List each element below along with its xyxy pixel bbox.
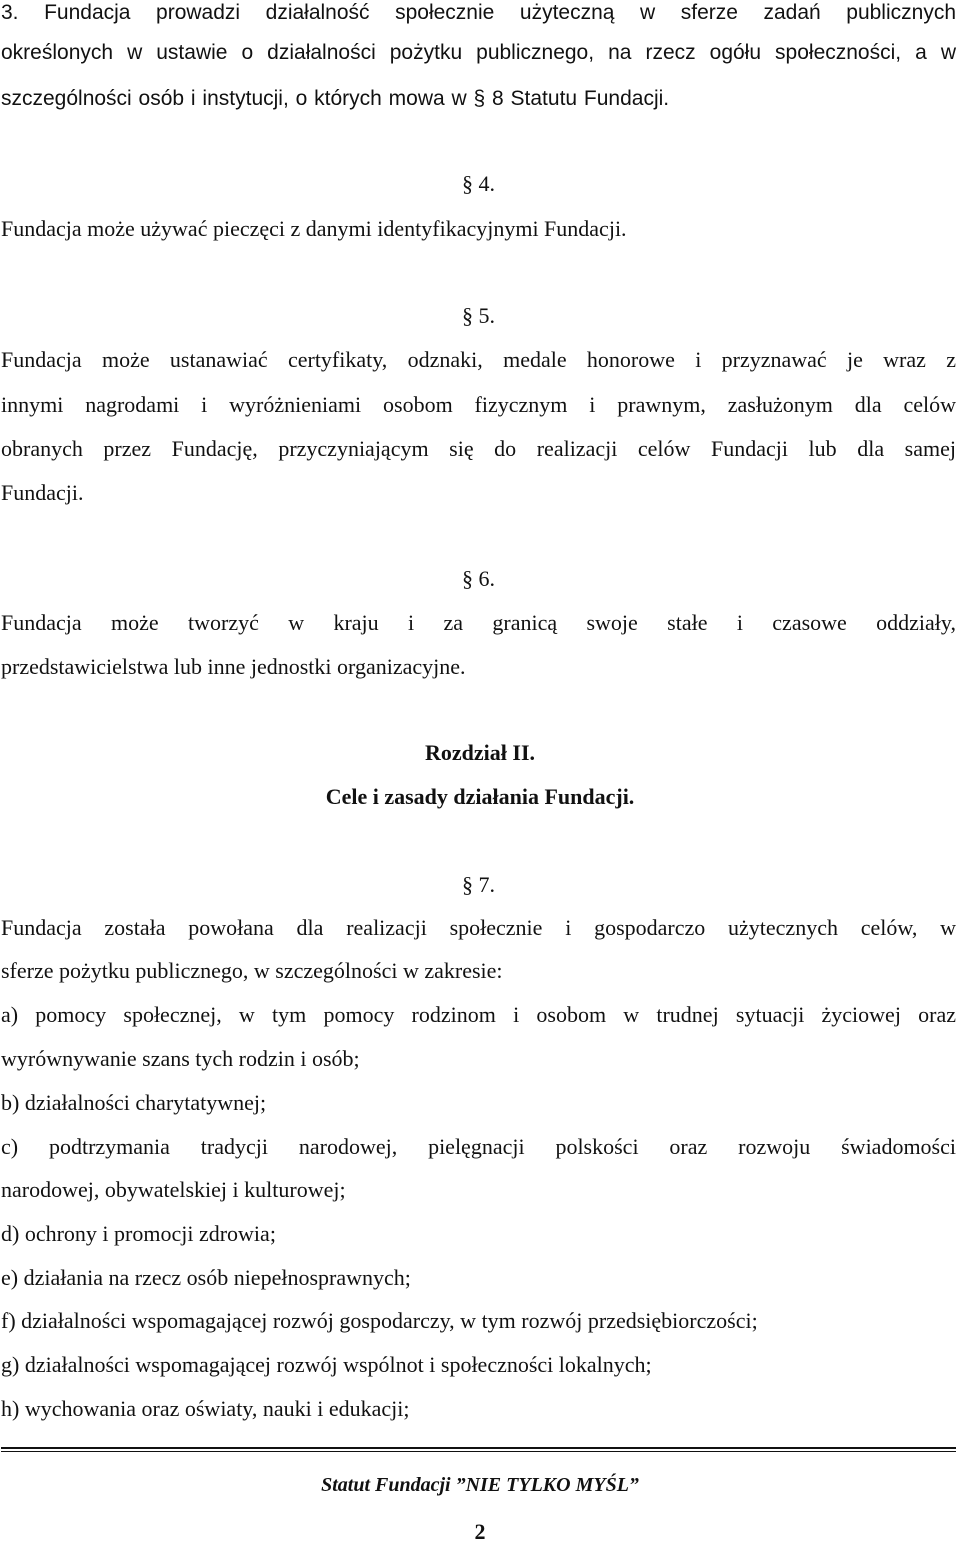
section-6-heading: § 6.: [462, 566, 495, 591]
section-4-heading: § 4.: [462, 171, 495, 196]
chapter-title: Cele i zasady działania Fundacji.: [325, 784, 635, 809]
section-4-text: Fundacja może używać pieczęci z danymi identyfikacyjnymi Fundacji.: [1, 216, 627, 241]
section-7-heading: § 7.: [462, 872, 495, 897]
footer-rule: [1, 1447, 956, 1449]
list-item-a-line-1: a) pomocy społecznej, w tym pomocy rodzinom i osobom w trudnej sytuacji życiowej oraz: [1, 1002, 956, 1027]
list-item-c-line-2: narodowej, obywatelskiej i kulturowej;: [1, 1177, 346, 1202]
list-item-c-line-1: c) podtrzymania tradycji narodowej, pielęgnacji polskości oraz rozwoju świadomości: [1, 1134, 956, 1159]
paragraph-3-line-1: 3. Fundacja prowadzi działalność społecznie użyteczną w sferze zadań publicznych: [1, 1, 956, 24]
chapter-number: Rozdział II.: [425, 740, 535, 765]
section-6-line-2: przedstawicielstwa lub inne jednostki organizacyjne.: [1, 654, 466, 679]
list-item-f: f) działalności wspomagającej rozwój gospodarczy, w tym rozwój przedsiębiorczości;: [1, 1308, 758, 1333]
section-7-intro-line-1: Fundacja została powołana dla realizacji społecznie i gospodarczo użytecznych celów, w: [1, 915, 956, 940]
list-item-h: h) wychowania oraz oświaty, nauki i edukacji;: [1, 1396, 410, 1421]
section-5-line-1: Fundacja może ustanawiać certyfikaty, odznaki, medale honorowe i przyznawać je wraz z: [1, 347, 956, 372]
paragraph-3-line-3: szczególności osób i instytucji, o których mowa w § 8 Statutu Fundacji.: [1, 87, 670, 110]
list-item-g: g) działalności wspomagającej rozwój wspólnot i społeczności lokalnych;: [1, 1352, 652, 1377]
paragraph-3-line-2: określonych w ustawie o działalności pożytku publicznego, na rzecz ogółu społeczności, a w: [1, 41, 956, 64]
list-item-d: d) ochrony i promocji zdrowia;: [1, 1221, 276, 1246]
section-5-heading: § 5.: [462, 303, 495, 328]
section-6-line-1: Fundacja może tworzyć w kraju i za granicą swoje stałe i czasowe oddziały,: [1, 610, 956, 635]
list-item-b: b) działalności charytatywnej;: [1, 1090, 267, 1115]
section-5-line-4: Fundacji.: [1, 480, 84, 505]
footer-rule-thin: [1, 1451, 956, 1452]
footer-title: Statut Fundacji ”NIE TYLKO MYŚL”: [321, 1474, 639, 1496]
list-item-e: e) działania na rzecz osób niepełnosprawnych;: [1, 1265, 411, 1290]
list-item-a-line-2: wyrównywanie szans tych rodzin i osób;: [1, 1046, 360, 1071]
section-5-line-3: obranych przez Fundację, przyczyniającym się do realizacji celów Fundacji lub dla samej: [1, 436, 956, 461]
section-5-line-2: innymi nagrodami i wyróżnieniami osobom fizycznym i prawnym, zasłużonym dla celów: [1, 392, 956, 417]
section-7-intro-line-2: sferze pożytku publicznego, w szczególności w zakresie:: [1, 958, 503, 983]
page-number: 2: [474, 1519, 486, 1544]
